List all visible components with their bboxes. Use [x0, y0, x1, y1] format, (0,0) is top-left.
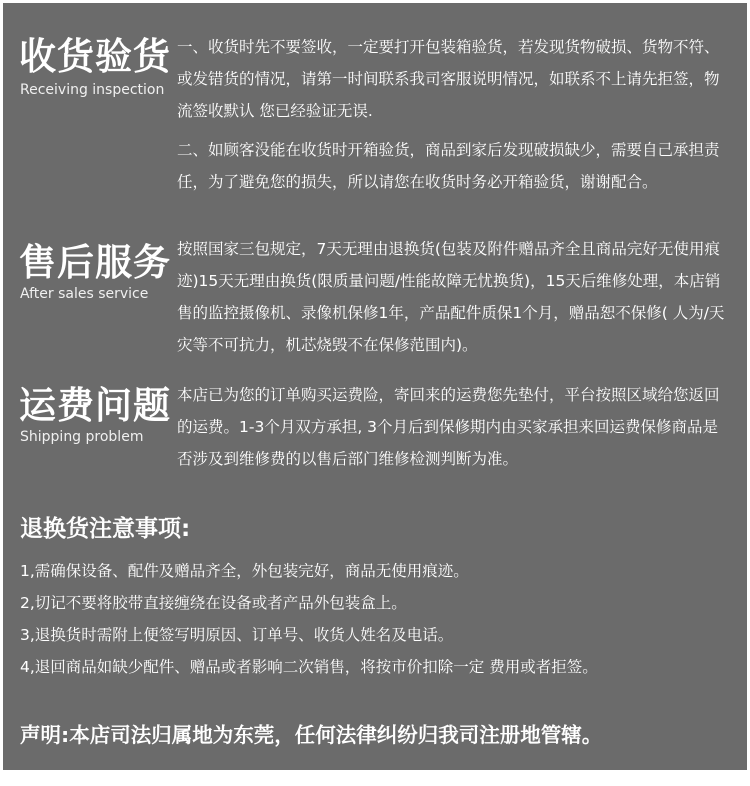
notes-item: 4,退回商品如缺少配件、赠品或者影响二次销售，将按市价扣除一定 费用或者拒签。	[20, 658, 598, 676]
policy-panel	[3, 3, 747, 770]
section-paragraph: 本店已为您的订单购买运费险，寄回来的运费您先垫付，平台按照区域给您返回的运费。1-3个月双方承担, 3个月后到保修期内由买家承担来回运费保修商品是否涉及到维修费的以售后部门维修检测判断为准。	[177, 386, 720, 468]
notes-item: 1,需确保设备、配件及赠品齐全，外包装完好，商品无使用痕迹。	[20, 562, 469, 580]
section-body	[177, 233, 733, 361]
notes-item: 3,退换货时需附上便签写明原因、订单号、收货人姓名及电话。	[20, 626, 454, 644]
section-title: 售后服务	[19, 241, 171, 284]
jurisdiction-declaration: 声明:本店司法归属地为东莞，任何法律纠纷归我司注册地管辖。	[20, 723, 603, 747]
section-title: 收货验货	[19, 35, 171, 78]
section-title: 运费问题	[19, 384, 171, 427]
section-paragraph: 按照国家三包规定，7天无理由退换货(包装及附件赠品齐全且商品完好无使用痕迹)15天无理由换货(限质量问题/性能故障无忧换货)，15天后维修处理，本店销售的监控摄像机、录像机保修1年，产品配件质保1个月，赠品恕不保修( 人为/天灾等不可抗力，机芯烧毁不在保修范围内)。	[177, 240, 725, 354]
section-body	[177, 31, 733, 198]
notes-title: 退换货注意事项:	[20, 516, 191, 542]
notes-item: 2,切记不要将胶带直接缠绕在设备或者产品外包装盒上。	[20, 594, 407, 612]
section-subtitle: After sales service	[20, 286, 149, 302]
section-paragraph: 二、如顾客没能在收货时开箱验货，商品到家后发现破损缺少，需要自己承担责任，为了避免您的损失，所以请您在收货时务必开箱验货，谢谢配合。	[177, 141, 720, 191]
section-body	[177, 379, 733, 475]
section-paragraph: 一、收货时先不要签收，一定要打开包装箱验货，若发现货物破损、货物不符、或发错货的情况，请第一时间联系我司客服说明情况，如联系不上请先拒签，物流签收默认 您已经验证无误.	[177, 38, 720, 120]
section-subtitle: Shipping problem	[20, 429, 144, 445]
return-notes	[20, 511, 740, 683]
section-subtitle: Receiving inspection	[20, 82, 165, 98]
